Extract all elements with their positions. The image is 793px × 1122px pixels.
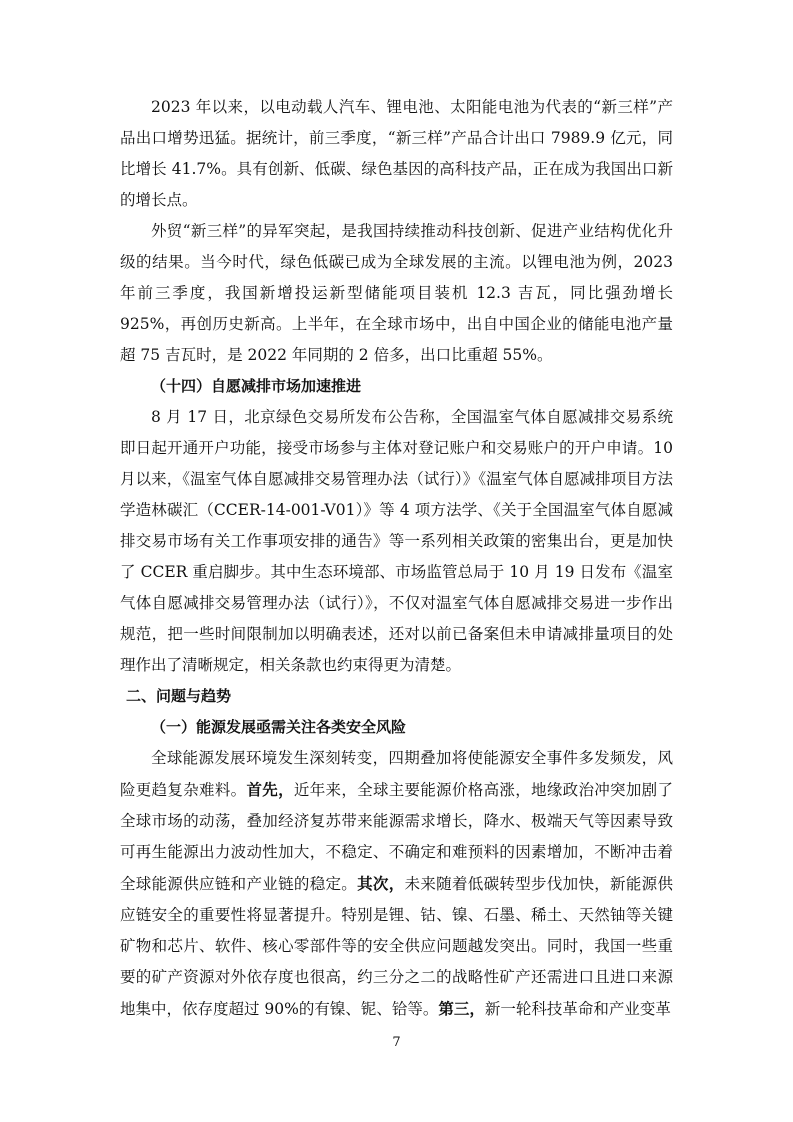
second-point-label: 其次， bbox=[357, 874, 405, 893]
first-point-text: 近年来，全球主要能源价格高涨，地缘政治冲突加剧了全球市场的动荡，叠加经济复苏带来能源需求增长，降水、极端天气等因素导致可再生能源出力波动性加大，不稳定、不确定和难预料的因素增加，不断冲击着全球能源供应链和产业链的稳定。 bbox=[120, 781, 673, 893]
section-heading-voluntary-emission: （十四）自愿减排市场加速推进 bbox=[151, 377, 362, 395]
paragraph-lithium-battery: 外贸“新三样”的异军突起，是我国持续推动科技创新、促进产业结构优化升级的结果。当今时代，绿色低碳已成为全球发展的主流。以锂电池为例，2023 年前三季度，我国新增投运新型储能项目装机 12.3 吉瓦，同比强劲增长 925%，再创历史新高。上半年，在全球市场中，出自中国企业的储能电池产量超 75 吉瓦时，是 2022 年同期的 2 倍多，出口比重超 55%。 bbox=[120, 222, 673, 364]
first-point-label: 首先， bbox=[246, 780, 294, 799]
document-body bbox=[120, 92, 673, 1025]
section-heading-energy-security: （一）能源发展亟需关注各类安全风险 bbox=[151, 718, 407, 736]
paragraph-ccer-market: 8 月 17 日，北京绿色交易所发布公告称，全国温室气体自愿减排交易系统即日起开通开户功能，接受市场参与主体对登记账户和交易账户的开户申请。10 月以来，《温室气体自愿减排交易管理办法（试行）》《温室气体自愿减排项目方法学造林碳汇（CCER-14-001-V01）》等 4 项方法学、《关于全国温室气体自愿减排交易市场有关工作事项安排的通告》等一系列相关政策的密集出台，更是加快了 CCER 重启脚步。其中生态环境部、市场监管总局于 10 月 19 日发布《温室气体自愿减排交易管理办法（试行）》，不仅对温室气体自愿减排交易进一步作出规范，把一些时间限制加以明确表述，还对以前已备案但未申请减排量项目的处理作出了清晰规定，相关条款也约束得更为清楚。 bbox=[120, 408, 673, 674]
chapter-heading-issues-trends: 二、问题与趋势 bbox=[126, 687, 232, 705]
paragraph-new-three-exports: 2023 年以来，以电动载人汽车、锂电池、太阳能电池为代表的“新三样”产品出口增势迅猛。据统计，前三季度，“新三样”产品合计出口 7989.9 亿元，同比增长 41.7%。具有创新、低碳、绿色基因的高科技产品，正在成为我国出口新的增长点。 bbox=[120, 98, 673, 209]
second-point-text: 未来随着低碳转型步伐加快，新能源供应链安全的重要性将显著提升。特别是锂、钴、镍、石墨、稀土、天然铀等关键矿物和芯片、软件、核心零部件等的安全供应问题越发突出。同时，我国一些重要的矿产资源对外依存度也很高，约三分之二的战略性矿产还需进口且进口来源地集中，依存度超过 90%的有镍、铌、铪等。 bbox=[120, 875, 673, 1018]
third-point-text: 新一轮科技革命和产业变革 bbox=[484, 1000, 671, 1018]
third-point-label: 第三， bbox=[438, 999, 485, 1018]
risk-intro-text: 全球能源发展环境发生深刻转变，四期叠加将使能源安全事件多发频发，风险更趋复杂难料。 bbox=[120, 749, 673, 799]
page-number: 7 bbox=[392, 1035, 401, 1050]
paragraph-energy-risks bbox=[120, 743, 673, 1025]
